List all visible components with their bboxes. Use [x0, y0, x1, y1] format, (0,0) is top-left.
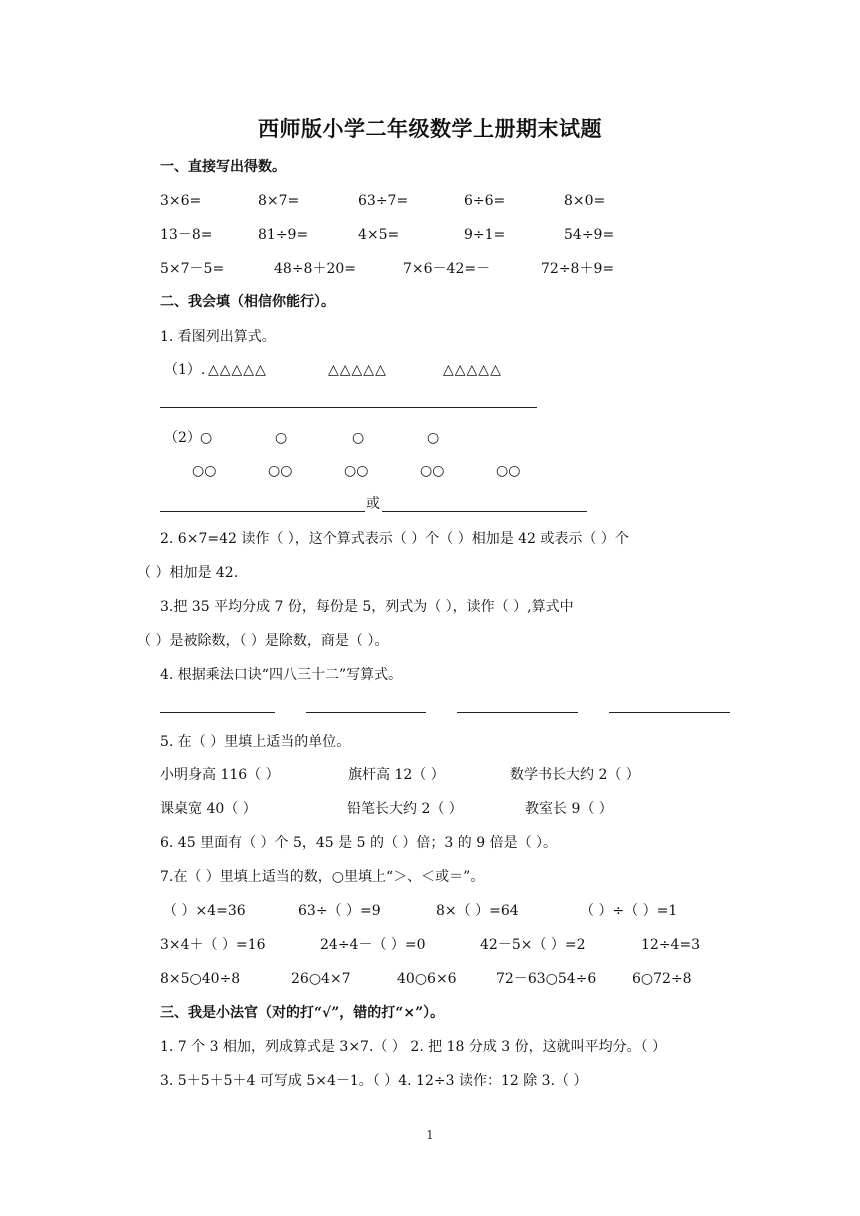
fill-item: 42－5×（ ）=2	[480, 937, 586, 953]
fill-item: 24÷4－（ ）=0	[320, 937, 426, 953]
unit-item: 旗杆高 12（ ）	[348, 767, 445, 783]
question-4-text: 4. 根据乘法口诀“四八三十二”写算式。	[160, 667, 403, 683]
calc-item: 7×6－42=－	[403, 261, 491, 277]
circle-icon: ○	[200, 430, 213, 446]
unit-item: 铅笔长大约 2（ ）	[347, 801, 463, 817]
calc-item: 54÷9=	[564, 227, 615, 243]
calc-item: 8×0=	[564, 193, 606, 209]
circle-icon: ○	[275, 430, 288, 446]
answer-line	[609, 712, 730, 713]
compare-item: 40○6×6	[397, 971, 457, 987]
calc-item: 13－8=	[160, 227, 213, 243]
answer-line	[160, 407, 537, 408]
compare-item: 8×5○40÷8	[160, 971, 241, 987]
unit-item: 数学书长大约 2（ ）	[510, 767, 640, 783]
unit-item: 课桌宽 40（ ）	[160, 801, 257, 817]
answer-line	[382, 511, 587, 512]
circle-pair: ○○	[420, 463, 445, 479]
circle-pair: ○○	[344, 463, 369, 479]
fill-item: （ ）÷（ ）=1	[580, 903, 678, 919]
compare-item: 6○72÷8	[632, 971, 692, 987]
fill-item: 12÷4=3	[641, 937, 701, 953]
circle-icon: ○	[352, 430, 365, 446]
compare-item: 72－63○54÷6	[496, 971, 597, 987]
calc-item: 9÷1=	[464, 227, 506, 243]
answer-line	[306, 712, 426, 713]
unit-item: 小明身高 116（ ）	[160, 767, 280, 783]
fill-item: （ ）×4=36	[163, 903, 246, 919]
triangle-group: △△△△△	[208, 362, 267, 378]
triangle-group: △△△△△	[443, 362, 502, 378]
question-7-text: 7.在（ ）里填上适当的数，○里填上“＞、＜或＝”。	[160, 869, 485, 885]
calc-item: 6÷6=	[464, 193, 506, 209]
calc-item: 5×7－5=	[160, 261, 225, 277]
calc-item: 4×5=	[358, 227, 400, 243]
calc-item: 72÷8＋9=	[541, 261, 615, 277]
question-6-text: 6. 45 里面有（ ）个 5，45 是 5 的（ ）倍；3 的 9 倍是（ ）。	[160, 835, 558, 851]
question-3-line: 3.把 35 平均分成 7 份，每份是 5，列式为（ ），读作（ ）,算式中	[160, 599, 574, 615]
question-5-text: 5. 在（ ）里填上适当的单位。	[160, 734, 351, 750]
section-3-heading: 三、我是小法官（对的打“√”，错的打“×”）。	[160, 1005, 445, 1021]
circle-pair: ○○	[268, 463, 293, 479]
answer-line	[457, 712, 578, 713]
section-2-heading: 二、我会填（相信你能行）。	[160, 294, 335, 310]
question-3-line: （ ）是被除数，（ ）是除数，商是（ ）。	[137, 633, 389, 649]
fill-item: 8×（ ）=64	[436, 903, 519, 919]
calc-item: 81÷9=	[258, 227, 309, 243]
circle-icon: ○	[427, 430, 440, 446]
answer-line	[160, 712, 275, 713]
judge-line: 3. 5＋5＋5＋4 可写成 5×4－1。（ ）4. 12÷3 读作：12 除 3.（ ）	[160, 1073, 588, 1089]
picture-2-label: （2）	[164, 430, 201, 446]
or-label: 或	[366, 496, 380, 512]
calc-item: 3×6=	[160, 193, 202, 209]
section-1-heading: 一、直接写出得数。	[160, 159, 286, 175]
calc-item: 48÷8＋20=	[274, 261, 356, 277]
page-number: 1	[426, 1128, 434, 1142]
triangle-group: △△△△△	[328, 362, 387, 378]
question-1-text: 1. 看图列出算式。	[160, 329, 276, 345]
calc-item: 63÷7=	[358, 193, 409, 209]
circle-pair: ○○	[192, 463, 217, 479]
question-2-line: 2. 6×7=42 读作（ ），这个算式表示（ ）个（ ）相加是 42 或表示（ ）个	[160, 531, 629, 547]
picture-1-label: （1）.	[164, 362, 206, 378]
unit-item: 教室长 9（ ）	[525, 801, 613, 817]
question-2-line: （ ）相加是 42.	[137, 565, 239, 581]
fill-item: 63÷（ ）=9	[298, 903, 381, 919]
page-title: 西师版小学二年级数学上册期末试题	[258, 116, 602, 141]
judge-line: 1. 7 个 3 相加，列成算式是 3×7.（ ） 2. 把 18 分成 3 份，这就叫平均分。（ ）	[160, 1039, 667, 1055]
fill-item: 3×4＋（ ）=16	[160, 937, 266, 953]
compare-item: 26○4×7	[291, 971, 351, 987]
answer-line	[160, 511, 365, 512]
calc-item: 8×7=	[258, 193, 300, 209]
circle-pair: ○○	[496, 463, 521, 479]
